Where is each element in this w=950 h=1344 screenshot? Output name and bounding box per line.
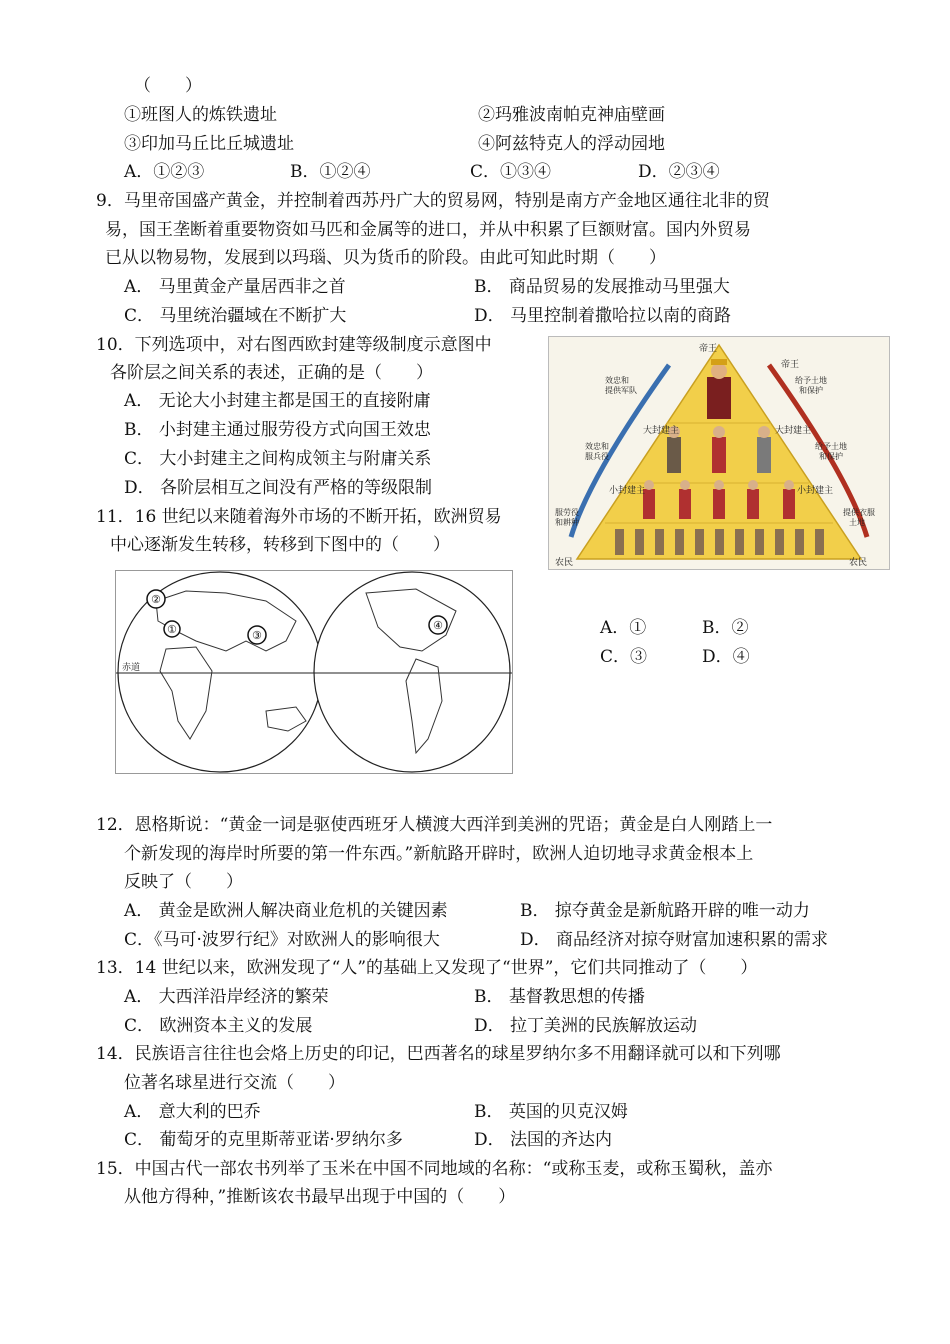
q12-option-c: C．《马可·波罗行纪》对欧洲人的影响很大 [124,930,440,950]
note-right-3: 给予土地 [815,442,847,451]
note-right-4: 和保护 [819,452,843,461]
note-left-1: 效忠和 [605,376,629,385]
marker-2-label: ② [151,593,161,606]
q8-item-2: ②玛雅波南帕克神庙壁画 [478,105,665,125]
note-left-3: 效忠和 [585,442,609,451]
q14-option-c: C． 葡萄牙的克里斯蒂亚诺·罗纳尔多 [124,1130,403,1150]
q9-line-3: 已从以物易物，发展到以玛瑙、贝为货币的阶段。由此可知此时期（ ） [105,248,666,268]
q12-line-2: 个新发现的海岸时所要的第一件东西。”新航路开辟时，欧洲人迫切地寻求黄金根本上 [124,844,754,864]
q13-option-c: C． 欧洲资本主义的发展 [124,1016,313,1036]
q8-item-1: ①班图人的炼铁遗址 [124,105,277,125]
q11-option-d: D．④ [702,647,750,667]
q12-line-1: 12．恩格斯说：“黄金一词是驱使西班牙人横渡大西洋到美洲的咒语；黄金是白人刚踏上一 [96,815,773,835]
q10-option-c: C． 大小封建主之间构成领主与附庸关系 [124,449,432,469]
note-right-1: 给予土地 [795,376,827,385]
q8-option-b: B．①②④ [290,162,371,182]
q9-option-d: D． 马里控制着撒哈拉以南的商路 [474,306,732,326]
q11-option-c: C．③ [600,647,648,667]
note-right-6: 土地 [849,518,865,527]
q13-line-1: 13．14 世纪以来，欧洲发现了“人”的基础上又发现了“世界”，它们共同推动了（ ） [96,958,758,978]
equator-label: 赤道 [122,663,141,673]
q11-option-b: B．② [702,618,749,638]
feudal-pyramid-svg [549,337,889,569]
marker-3-label: ③ [252,629,262,642]
note-left-5: 服劳役 [555,508,579,517]
marker-1-label: ① [167,623,177,636]
world-map-figure [115,570,513,774]
label-peasant-left: 农民 [555,558,574,568]
q10-option-b: B． 小封建主通过服劳役方式向国王效忠 [124,420,431,440]
q14-option-d: D． 法国的齐达内 [474,1130,613,1150]
world-map-svg [116,571,512,773]
note-left-2: 提供军队 [605,386,637,395]
q10-option-d: D． 各阶层相互之间没有严格的等级限制 [124,478,433,498]
note-right-5: 提供衣服 [843,508,875,517]
q9-line-1: 9．马里帝国盛产黄金，并控制着西苏丹广大的贸易网，特别是南方产金地区通往北非的贸 [96,191,770,211]
q12-option-a: A． 黄金是欧洲人解决商业危机的关键因素 [124,901,448,921]
marker-3 [248,626,266,644]
q8-option-d: D．②③④ [638,162,720,182]
q9-option-c: C． 马里统治疆域在不断扩大 [124,306,347,326]
marker-4-label: ④ [433,619,443,632]
q14-option-b: B． 英国的贝克汉姆 [474,1102,628,1122]
label-small-lord-right: 小封建主 [797,486,834,496]
q8-option-c: C．①③④ [470,162,552,182]
q8-item-4: ④阿兹特克人的浮动园地 [478,134,665,154]
q11-line-1: 11．16 世纪以来随着海外市场的不断开拓，欧洲贸易 [96,507,502,527]
feudal-pyramid-figure [548,336,890,570]
western-hemisphere [314,572,510,772]
marker-1 [164,621,180,637]
label-big-lord-left: 大封建主 [643,426,680,436]
q15-line-1: 15．中国古代一部农书列举了玉米在中国不同地域的名称：“或称玉麦，或称玉蜀秋，盖亦 [96,1159,773,1179]
q13-option-b: B． 基督教思想的传播 [474,987,645,1007]
note-left-4: 服兵役 [585,452,609,461]
q8-paren: （ ） [134,76,202,96]
q15-line-2: 从他方得种，”推断该农书最早出现于中国的（ ） [124,1187,516,1207]
marker-4 [429,616,447,634]
label-small-lord-left: 小封建主 [609,486,646,496]
label-top-right: 帝王 [781,360,800,370]
q14-option-a: A． 意大利的巴乔 [124,1102,261,1122]
q12-option-d: D． 商品经济对掠夺财富加速积累的需求 [520,930,829,950]
q13-option-d: D． 拉丁美洲的民族解放运动 [474,1016,698,1036]
q14-line-2: 位著名球星进行交流（ ） [124,1073,345,1093]
q9-option-b: B． 商品贸易的发展推动马里强大 [474,277,730,297]
q8-option-a: A．①②③ [124,162,205,182]
q10-line-1: 10．下列选项中，对右图西欧封建等级制度示意图中 [96,335,492,355]
q11-line-2: 中心逐渐发生转移，转移到下图中的（ ） [110,535,450,555]
q11-option-a: A．① [600,618,647,638]
q13-option-a: A． 大西洋沿岸经济的繁荣 [124,987,329,1007]
q8-item-3: ③印加马丘比丘城遗址 [124,134,294,154]
q12-option-b: B． 掠夺黄金是新航路开辟的唯一动力 [520,901,810,921]
q12-line-3: 反映了（ ） [124,872,243,892]
q10-line-2: 各阶层之间关系的表述，正确的是（ ） [110,363,433,383]
label-peasant-right: 农民 [849,558,868,568]
q9-line-2: 易，国王垄断着重要物资如马匹和金属等的进口，并从中积累了巨额财富。国内外贸易 [105,220,751,240]
note-left-6: 和耕种 [555,518,579,527]
q10-option-a: A． 无论大小封建主都是国王的直接附庸 [124,391,431,411]
note-right-2: 和保护 [799,386,823,395]
label-top: 帝王 [699,344,718,354]
label-big-lord-right: 大封建主 [775,426,812,436]
marker-2 [147,590,165,608]
q9-option-a: A． 马里黄金产量居西非之首 [124,277,346,297]
q14-line-1: 14．民族语言往往也会烙上历史的印记，巴西著名的球星罗纳尔多不用翻译就可以和下列哪 [96,1044,781,1064]
